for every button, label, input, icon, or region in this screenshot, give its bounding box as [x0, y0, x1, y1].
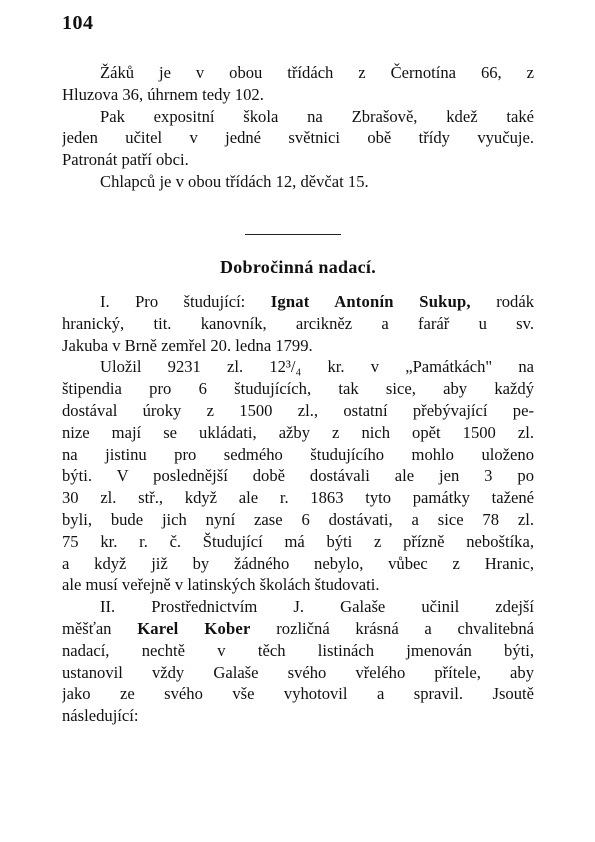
intro-paragraphs — [62, 62, 534, 193]
text-line — [62, 291, 534, 313]
text-line: Chlapců je v obou třídách 12, děvčat 15. — [100, 171, 369, 191]
text-line: hranický, tit. kanovník, arcikněz a farář u sv. — [62, 313, 534, 333]
text-line: nize mají se ukládati, ažby z nich opět 1500 zl. — [62, 422, 534, 442]
text-run: měšťan — [62, 618, 112, 638]
text-line: 75 kr. r. č. Študující má býti z přízně neboštíka, — [62, 531, 534, 551]
text-line: jako ze svého vše vyhotovil a spravil. Jsoutě — [62, 684, 534, 704]
text-line: ale musí veřejně v latinských školách študovati. — [62, 575, 380, 595]
text-run: rodák — [496, 292, 534, 311]
text-line: jeden učitel v jedné světnici obě třídy vyučuje. — [62, 128, 534, 148]
section-heading: Dobročinná nadací. — [219, 257, 377, 277]
text-line: Uložil 9231 zl. 12³/₄ kr. v „Památkách" na — [100, 357, 534, 377]
text-line: štipendia pro 6 študujících, tak sice, aby každý — [62, 379, 534, 399]
person-name: Ignat Antonín Sukup, — [270, 292, 471, 311]
text-line: na jistinu pro sedmého študujícího mohlo uloženo — [62, 444, 534, 464]
text-line: nadací, nechtě v těch listinách jmenován býti, — [62, 640, 534, 660]
text-line — [62, 618, 534, 640]
text-line: byli, bude jich nyní zase 6 dostávati, a sice 78 zl. — [62, 509, 534, 529]
text-line: Hluzova 36, úhrnem tedy 102. — [62, 84, 264, 104]
text-line: Pak expositní škola na Zbrašově, kdež také — [100, 106, 534, 126]
text-line: II. Prostřednictvím J. Galaše učinil zdejší — [100, 597, 534, 617]
section-divider — [245, 234, 341, 235]
text-run: I. Pro študující: — [100, 292, 246, 311]
text-line: následující: — [62, 706, 139, 726]
text-line: býti. V poslednější době dostávali ale jen 3 po — [62, 466, 534, 486]
text-line: 30 zl. stř., když ale r. 1863 tyto památky tažené — [62, 488, 534, 508]
text-run: rozličná krásná a chvalitebná — [276, 618, 534, 638]
text-line: Jakuba v Brně zemřel 20. ledna 1799. — [62, 335, 313, 355]
text-line: Patronát patří obci. — [62, 150, 189, 170]
text-line: a když již by žádného nebylo, vůbec z Hranic, — [62, 553, 534, 573]
person-name: Karel Kober — [137, 618, 251, 638]
text-line: dostával úroky z 1500 zl., ostatní přebývající pe- — [62, 400, 534, 420]
page-number: 104 — [62, 12, 94, 34]
text-line: ustanovil vždy Galaše svého vřelého přítele, aby — [62, 662, 534, 682]
foundations-text — [62, 291, 534, 727]
text-line: Žáků je v obou třídách z Černotína 66, z — [100, 63, 534, 82]
